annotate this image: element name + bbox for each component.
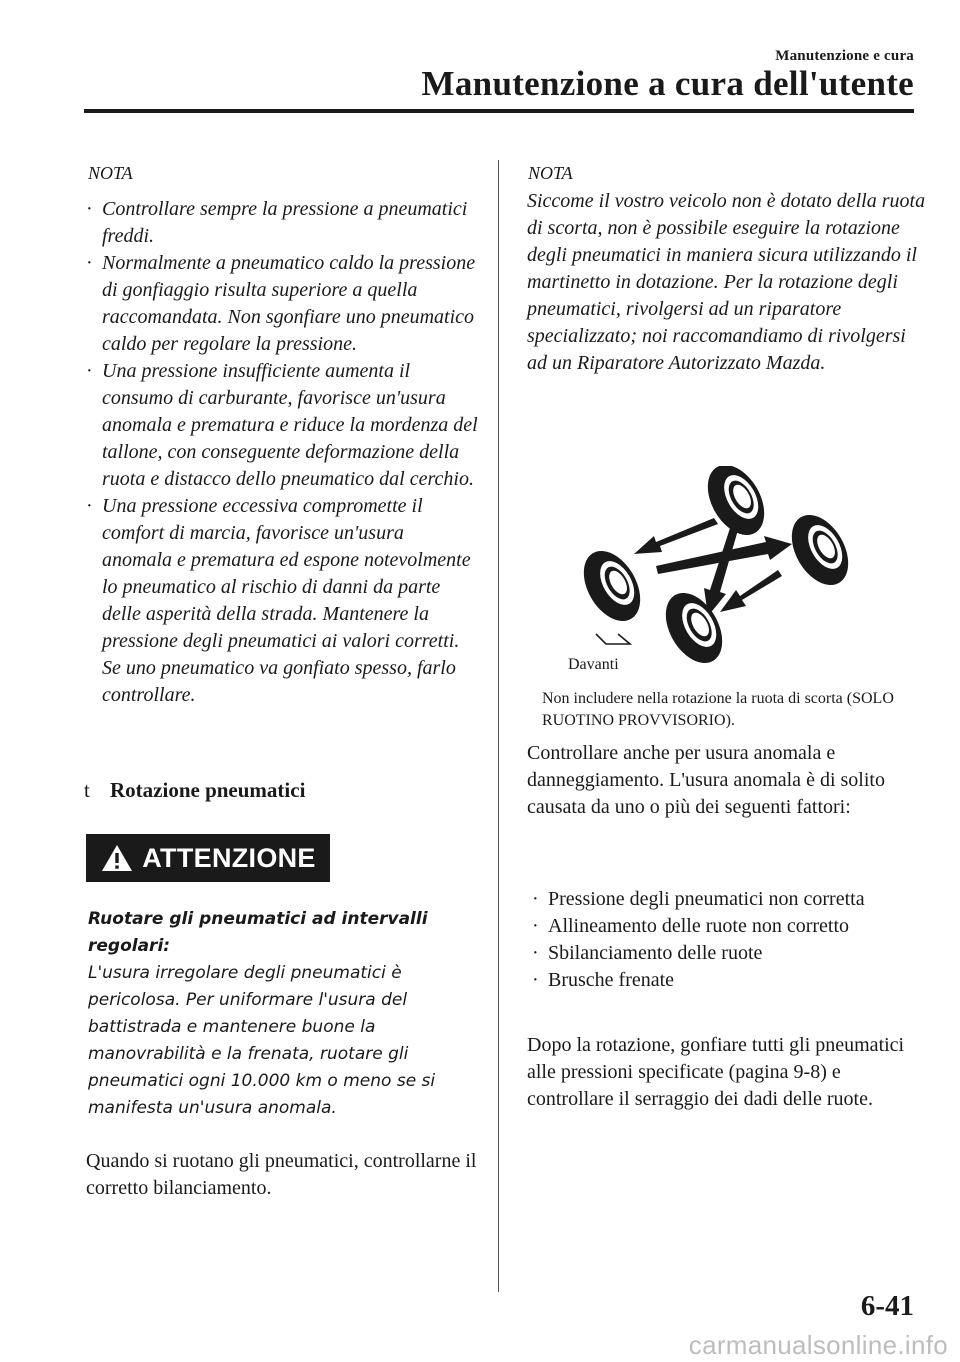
list-item: · Allineamento delle ruote non corretto <box>532 913 932 940</box>
right-note-title: NOTA <box>528 163 573 183</box>
right-note-text: Siccome il vostro veicolo non è dotato della ruota di scorta, non è possibile eseguire la rotazione degli pneumatici in maniera sicura utilizzando il martinetto in dotazione. Per la rotazione degli pneumatici, rivolgersi ad un riparatore specializzato; noi raccomandiamo di rivolgersi ad un Riparatore Autorizzato Mazda. <box>527 190 926 374</box>
header-rule <box>84 109 914 113</box>
note-item: · Controllare sempre la pressione a pneumatici freddi. <box>86 196 478 250</box>
column-divider <box>498 160 499 1292</box>
note-item: · Una pressione eccessiva compromette il comfort di marcia, favorisce un'usura anomala e prematura ed espone notevolmente lo pneumatico al rischio di danni da parte delle asperità della strada. Mantenere la pressione degli pneumatici ai valori corretti. Se uno pneumatico va gonfiato spesso, farlo controllare. <box>86 493 478 709</box>
note-item: · Normalmente a pneumatico caldo la pressione di gonfiaggio risulta superiore a quella raccomandata. Non sgonfiare uno pneumatico caldo per regolare la pressione. <box>86 250 478 358</box>
rotation-arrow <box>720 570 782 612</box>
warning-bold-line: Ruotare gli pneumatici ad intervalli regolari: <box>88 909 428 956</box>
factors-list <box>532 886 932 994</box>
note-item: · Una pressione insufficiente aumenta il consumo di carburante, favorisce un'usura anomala e prematura e riduce la mordenza del tallone, con conseguente deformazione della ruota e distacco dello pneumatico dal cerchio. <box>86 358 478 493</box>
section-heading <box>84 778 305 803</box>
page-title: Manutenzione a cura dell'utente <box>421 64 914 103</box>
list-item: · Brusche frenate <box>532 967 932 994</box>
left-note-title: NOTA <box>88 163 133 183</box>
page-number: 6-41 <box>860 1290 914 1322</box>
section-heading-text: Rotazione pneumatici <box>110 778 306 802</box>
section-marker: t <box>84 778 90 802</box>
rotation-arrow <box>634 518 718 554</box>
warning-triangle-icon <box>100 843 134 873</box>
warning-banner <box>86 834 330 882</box>
list-item: · Sbilanciamento delle ruote <box>532 940 932 967</box>
header-section: Manutenzione e cura <box>775 48 914 64</box>
watermark: carmanualsonline.info <box>688 1330 948 1360</box>
left-note-list <box>86 196 478 709</box>
right-body-text: Controllare anche per usura anomala e danneggiamento. L'usura anomala è di solito causata da uno o più dei seguenti fattori: <box>527 742 885 818</box>
warning-text: L'usura irregolare degli pneumatici è pericolosa. Per uniformare l'usura del battistrada e mantenere buone la manovrabilità e la frenata, ruotare gli pneumatici ogni 10.000 km o meno se si manifesta un'usura anomala. <box>88 963 436 1118</box>
tire-rear-right <box>780 505 860 595</box>
tire-rotation-diagram <box>560 466 880 676</box>
diagram-caption: Non includere nella rotazione la ruota di scorta (SOLO RUOTINO PROVVISORIO). <box>542 690 894 729</box>
tire-front-left <box>572 541 652 631</box>
warning-text-block <box>88 906 468 1122</box>
left-body-text: Quando si ruotano gli pneumatici, controllarne il corretto bilanciamento. <box>86 1150 477 1199</box>
front-direction-icon <box>596 634 630 644</box>
front-label: Davanti <box>568 656 619 673</box>
warning-label: ATTENZIONE <box>142 842 316 873</box>
list-item: · Pressione degli pneumatici non corretta <box>532 886 932 913</box>
right-body-text-2: Dopo la rotazione, gonfiare tutti gli pneumatici alle pressioni specificate (pagina 9-8) e controllare il serraggio dei dadi delle ruote. <box>527 1034 905 1110</box>
